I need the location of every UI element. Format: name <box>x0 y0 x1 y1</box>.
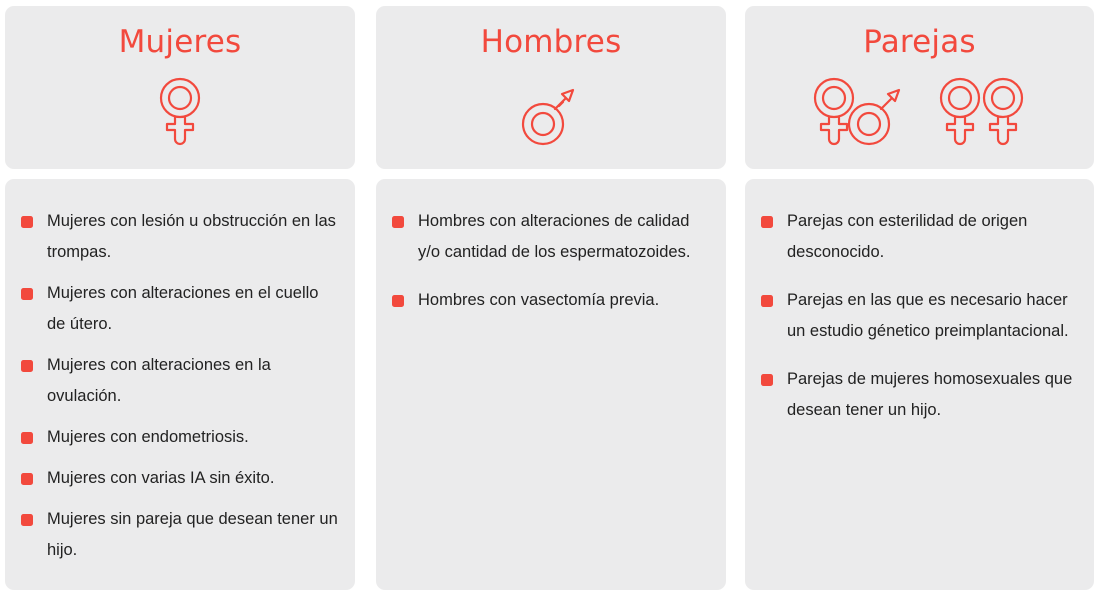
list-item: Parejas con esterilidad de origen desconocido. <box>787 206 1080 268</box>
bullet-icon <box>761 295 773 307</box>
list-item: Mujeres con endometriosis. <box>47 422 341 453</box>
bullet-icon <box>392 295 404 307</box>
card-body-parejas <box>745 179 1094 590</box>
bullet-icon <box>21 432 33 444</box>
card-title: Mujeres <box>118 24 242 60</box>
list-item: Parejas en las que es necesario hacer un estudio génetico preimplantacional. <box>787 285 1080 347</box>
list-item: Mujeres con varias IA sin éxito. <box>47 463 341 494</box>
bullet-icon <box>392 216 404 228</box>
list-item: Parejas de mujeres homosexuales que desean tener un hijo. <box>787 364 1080 426</box>
list-item: Mujeres con lesión u obstrucción en las trompas. <box>47 206 341 268</box>
list-item: Hombres con alteraciones de calidad y/o cantidad de los espermatozoides. <box>418 206 712 268</box>
card-header-parejas <box>745 6 1094 169</box>
card-body-mujeres <box>5 179 355 590</box>
card-header-hombres <box>376 6 726 169</box>
couples-symbols-icon <box>812 76 1028 150</box>
card-header-mujeres <box>5 6 355 169</box>
list-item: Mujeres sin pareja que desean tener un hijo. <box>47 504 341 566</box>
list-item: Mujeres con alteraciones en el cuello de útero. <box>47 278 341 340</box>
bullet-icon <box>21 360 33 372</box>
list-item: Hombres con vasectomía previa. <box>418 285 712 316</box>
bullet-icon <box>21 288 33 300</box>
bullet-icon <box>21 514 33 526</box>
list-item: Mujeres con alteraciones en la ovulación. <box>47 350 341 412</box>
condition-list <box>745 206 1094 426</box>
bullet-icon <box>761 216 773 228</box>
bullet-icon <box>761 374 773 386</box>
bullet-icon <box>21 216 33 228</box>
male-symbol-icon <box>523 76 579 150</box>
condition-list <box>5 206 355 566</box>
card-title: Hombres <box>480 24 622 60</box>
card-title: Parejas <box>863 24 976 60</box>
female-symbol-icon <box>157 76 203 150</box>
card-body-hombres <box>376 179 726 590</box>
condition-list <box>376 206 726 316</box>
bullet-icon <box>21 473 33 485</box>
